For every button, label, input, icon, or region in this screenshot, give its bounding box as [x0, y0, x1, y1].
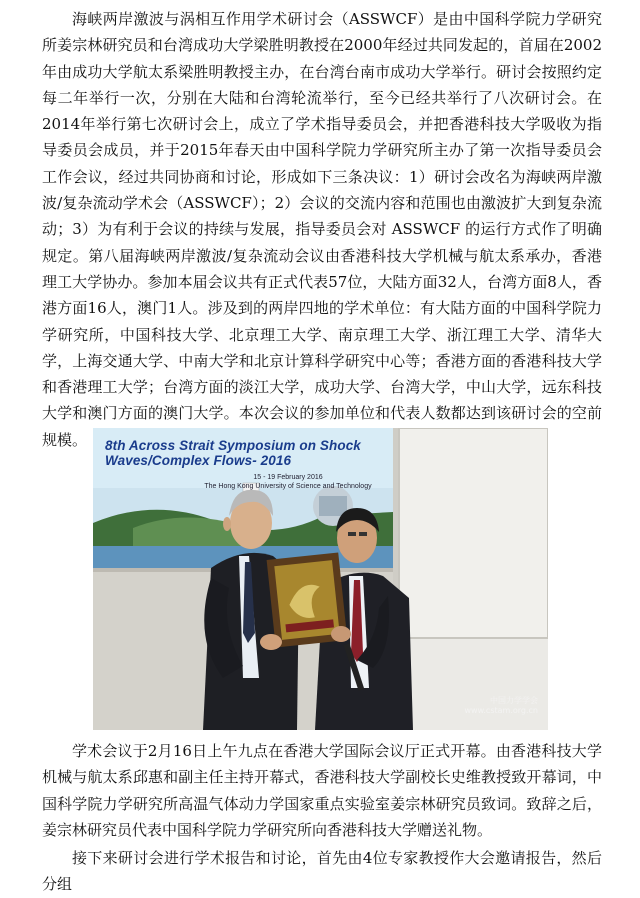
- watermark: [464, 696, 538, 716]
- paragraph-opening: [42, 738, 602, 843]
- banner-host: The Hong Kong University of Science and Technology: [204, 483, 372, 490]
- watermark-name: 中国力学学会: [490, 696, 538, 705]
- paragraph-history: [42, 6, 602, 453]
- watermark-url: www.cstam.org.cn: [464, 706, 538, 715]
- paragraph-text: 接下来研讨会进行学术报告和讨论，首先由4位专家教授作大会邀请报告，然后分组: [42, 849, 602, 894]
- event-photo: [93, 428, 548, 730]
- banner-subtitle: [188, 473, 388, 491]
- banner-title: 8th Across Strait Symposium on Shock Waves/Complex Flows- 2016: [105, 438, 361, 468]
- banner-dates: 15 - 19 February 2016: [253, 474, 323, 481]
- paragraph-text: 学术会议于2月16日上午九点在香港大学国际会议厅正式开幕。由香港科技大学机械与航太系邱惠和副主任主持开幕式，香港科技大学副校长史维教授致开幕词，中国科学院力学研究所高温气体动力学国家重点实验室姜宗林研究员致词。致辞之后，姜宗林研究员代表中国科学院力学研究所向香港科技大学赠送礼物。: [42, 742, 602, 839]
- paragraph-text: 海峡两岸激波与涡相互作用学术研讨会（ASSWCF）是由中国科学院力学研究所姜宗林研究员和台湾成功大学梁胜明教授在2000年经过共同发起的，首届在2002年由成功大学航太系梁胜明教授主办，在台湾台南市成功大学举行。研讨会按照约定每二年举行一次，分别在大陆和台湾轮流举行，至今已经共举行了八次研讨会。在2014年举行第七次研讨会上，成立了学术指导委员会，并把香港科技大学吸收为指导委员会成员，并于2015年春天由中国科学院力学研究所主办了第一次指导委员会工作会议，经过共同协商和讨论，形成如下三条决议：1）研讨会改名为海峡两岸激波/复杂流动学术会（ASSWCF）；2）会议的交流内容和范围也由激波扩大到复杂流动；3）为有利于会议的持续与发展，指导委员会对 ASSWCF 的运行方式作了明确规定。第八届海峡两岸激波/复杂流动会议由香港科技大学机械与航太系承办，香港理工大学协办。参加本届会议共有正式代表57位，大陆方面32人，台湾方面8人，香港方面16人，澳门1人。涉及到的两岸四地的学术单位：有大陆方面的中国科学院力学研究所，中国科技大学、北京理工大学、南京理工大学、浙江理工大学、清华大学，上海交通大学、中南大学和北京计算科学研究中心等；香港方面的香港科技大学和香港理工大学；台湾方面的淡江大学，成功大学、台湾大学，中山大学，远东科技大学和澳门方面的澳门大学。本次会议的参加单位和代表人数都达到该研讨会的空前规模。: [42, 10, 602, 449]
- paragraph-reports: [42, 845, 602, 898]
